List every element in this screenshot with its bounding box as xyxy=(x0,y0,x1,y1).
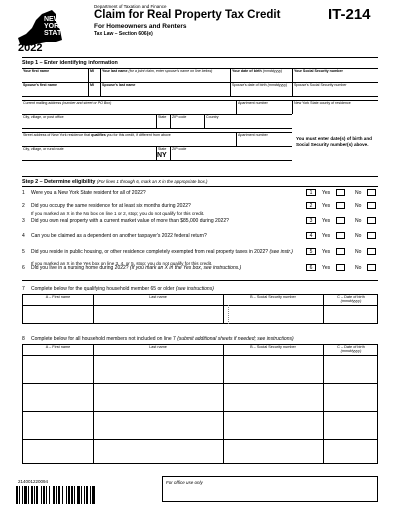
nys-logo xyxy=(16,8,78,52)
spouse-dob-field[interactable]: Spouse's date of birth (mmddyyyy) xyxy=(230,82,292,96)
no-label-2: No xyxy=(355,203,362,209)
row4-bottom-rule xyxy=(22,128,292,129)
no-checkbox-3[interactable] xyxy=(367,217,376,224)
office-use-box xyxy=(162,476,378,502)
qualifying-apt-field[interactable]: Apartment number xyxy=(236,132,292,146)
barcode-bar xyxy=(49,486,50,504)
your-ssn-field[interactable]: Your Social Security number xyxy=(292,68,378,82)
spouse-ssn-field[interactable]: Spouse's Social Security number xyxy=(292,82,378,96)
line7-instruction: 7 Complete below for the qualifying household member 65 or older (see instructions) xyxy=(22,286,214,292)
form-year: 2022 xyxy=(18,42,43,52)
barcode-bar xyxy=(28,486,29,504)
qualifying-city-field[interactable]: City, village, or rural route xyxy=(22,146,156,160)
line7-col-last-name: Last name xyxy=(149,295,167,299)
step2-heading-note: (For lines 1 through 6, mark an X in the appropriate box.) xyxy=(96,179,208,184)
barcode-bar xyxy=(31,486,33,504)
line2-stop-note: If you marked an X in the No box on line 1 or 2, stop; you do not qualify for this credit. xyxy=(31,211,205,216)
line7-top-rule xyxy=(22,280,378,281)
barcode-icon xyxy=(16,486,120,504)
your-dob-field[interactable]: Your date of birth (mmddyyyy) xyxy=(230,68,292,82)
step1-heading: Step 1 – Enter identifying information xyxy=(22,60,118,66)
row6-bottom-rule xyxy=(22,160,292,161)
line8-col-ssn: B – Social Security number xyxy=(250,345,296,349)
line8-col-dob: C – Date of birth (mmddyyyy) xyxy=(337,345,365,354)
no-label-3: No xyxy=(355,218,362,224)
question-5: 5 Did you reside in public housing, or other residence completely exempted from real property taxes in 2022? (see instr.) xyxy=(22,249,293,255)
line-number-box-1: 1 xyxy=(306,189,316,196)
no-label-1: No xyxy=(355,190,362,196)
barcode-bar xyxy=(56,486,57,504)
yes-checkbox-1[interactable] xyxy=(336,189,345,196)
yes-checkbox-3[interactable] xyxy=(336,217,345,224)
barcode-bar xyxy=(74,486,75,504)
yes-checkbox-4[interactable] xyxy=(336,232,345,239)
barcode-bar xyxy=(53,486,55,504)
yes-label-4: Yes xyxy=(322,233,331,239)
form-title: Claim for Real Property Tax Credit xyxy=(94,9,281,21)
logo-line-3: STATE xyxy=(44,30,66,37)
barcode-bar xyxy=(16,486,18,504)
question-4: 4 Can you be claimed as a dependent on another taxpayer's 2022 federal return? xyxy=(22,233,207,239)
document-id: 214001220094 xyxy=(18,479,49,484)
your-mi-field[interactable]: MI xyxy=(88,68,100,82)
barcode-bar xyxy=(84,486,85,504)
barcode-bar xyxy=(58,486,60,504)
barcode-bar xyxy=(34,486,35,504)
mailing-address-field[interactable]: Current mailing address (number and street or PO Box) xyxy=(22,100,236,114)
no-label-6: No xyxy=(355,265,362,271)
qualifying-state-field: State xyxy=(156,146,170,160)
tax-law-reference: Tax Law – Section 606(e) xyxy=(94,31,153,37)
barcode-bar xyxy=(24,486,27,504)
form-number: IT-214 xyxy=(328,6,371,23)
barcode-bar xyxy=(19,486,20,504)
step1-top-rule xyxy=(22,57,378,58)
spouse-last-name-field[interactable]: Spouse's last name xyxy=(100,82,230,96)
line-number-box-5: 5 xyxy=(306,248,316,255)
your-first-name-field[interactable]: Your first name xyxy=(22,68,88,82)
line-number-box-2: 2 xyxy=(306,202,316,209)
line7-col-first-name: A – First name xyxy=(45,295,71,299)
no-checkbox-1[interactable] xyxy=(367,189,376,196)
mailing-country-field[interactable]: Country xyxy=(204,114,292,128)
yes-label-1: Yes xyxy=(322,190,331,196)
question-1: 1 Were you a New York State resident for all of 2022? xyxy=(22,190,146,196)
no-checkbox-2[interactable] xyxy=(367,202,376,209)
line-number-box-3: 3 xyxy=(306,217,316,224)
yes-checkbox-2[interactable] xyxy=(336,202,345,209)
department-name: Department of Taxation and Finance xyxy=(94,4,167,9)
no-label-5: No xyxy=(355,249,362,255)
line7-table xyxy=(22,294,378,324)
barcode-bar xyxy=(86,486,88,504)
line8-instruction: 8 Complete below for all household members not included on line 7 (submit additional sheets if needed; see instructions) xyxy=(22,336,294,342)
question-3: 3 Did you own real property with a current market value of more than $85,000 during 2022? xyxy=(22,218,229,224)
office-use-label: For office use only xyxy=(166,480,203,485)
step2-heading: Step 2 – Determine eligibility (For lines 1 through 6, mark an X in the appropriate box.) xyxy=(22,179,208,185)
no-checkbox-4[interactable] xyxy=(367,232,376,239)
your-last-name-field[interactable]: Your last name (for a joint claim, enter spouse's name on line below) xyxy=(100,68,230,82)
line7-col-dob: C – Date of birth (mmddyyyy) xyxy=(337,295,365,304)
mailing-state-field[interactable]: State xyxy=(156,114,170,128)
yes-label-3: Yes xyxy=(322,218,331,224)
barcode-bar xyxy=(81,486,82,504)
barcode-bar xyxy=(66,486,67,504)
yes-label-5: Yes xyxy=(322,249,331,255)
mailing-apt-field[interactable]: Apartment number xyxy=(236,100,292,114)
no-checkbox-6[interactable] xyxy=(367,264,376,271)
row2-bottom-rule xyxy=(22,96,378,97)
barcode-bar xyxy=(22,486,23,504)
barcode-bar xyxy=(68,486,70,504)
yes-label-2: Yes xyxy=(322,203,331,209)
question-6: 6 Did you live in a nursing home during 2022? (If you mark an X in the Yes box, see instructions.) xyxy=(22,265,242,271)
no-label-4: No xyxy=(355,233,362,239)
barcode-bar xyxy=(36,486,38,504)
county-field[interactable]: New York State county of residence xyxy=(292,100,378,114)
spouse-mi-field[interactable]: MI xyxy=(88,82,100,96)
state-ny-value: NY xyxy=(157,152,167,159)
line-number-box-4: 4 xyxy=(306,232,316,239)
barcode-bar xyxy=(90,486,91,504)
form-subtitle: For Homeowners and Renters xyxy=(94,23,187,30)
barcode-bar xyxy=(92,486,95,504)
barcode-bar xyxy=(62,486,63,504)
line8-table xyxy=(22,344,378,464)
step2-top-rule xyxy=(22,176,378,177)
no-checkbox-5[interactable] xyxy=(367,248,376,255)
dob-ssn-notice: You must enter date(s) of birth and Social Security number(s) above. xyxy=(296,136,372,147)
spouse-first-name-field[interactable]: Spouse's first name xyxy=(22,82,88,96)
line-number-box-6: 6 xyxy=(306,264,316,271)
question-2: 2 Did you occupy the same residence for at least six months during 2022? xyxy=(22,203,191,209)
line5-stop-note: If you marked an X in the Yes box on line 3, 4, or 5, stop; you do not qualify for this credit. xyxy=(31,261,213,266)
logo-line-2: YORK xyxy=(44,23,65,30)
yes-checkbox-5[interactable] xyxy=(336,248,345,255)
barcode-bar xyxy=(46,486,47,504)
yes-label-6: Yes xyxy=(322,265,331,271)
barcode-bar xyxy=(41,486,42,504)
step2-rule xyxy=(22,186,378,187)
line8-col-first-name: A – First name xyxy=(45,345,71,349)
barcode-bar xyxy=(77,486,80,504)
barcode-bar xyxy=(43,486,45,504)
line7-col-ssn: B – Social Security number xyxy=(250,295,296,299)
mailing-zip-field[interactable]: ZIP code xyxy=(170,114,204,128)
qualifying-street-field[interactable]: Street address of New York residence that qualifies you for this credit, if different from above xyxy=(22,132,236,146)
logo-line-1: NEW xyxy=(44,16,61,23)
barcode-bar xyxy=(71,486,73,504)
qualifying-zip-field[interactable]: ZIP code xyxy=(170,146,292,160)
line8-col-last-name: Last name xyxy=(149,345,167,349)
mailing-city-field[interactable]: City, village, or post office xyxy=(22,114,156,128)
yes-checkbox-6[interactable] xyxy=(336,264,345,271)
